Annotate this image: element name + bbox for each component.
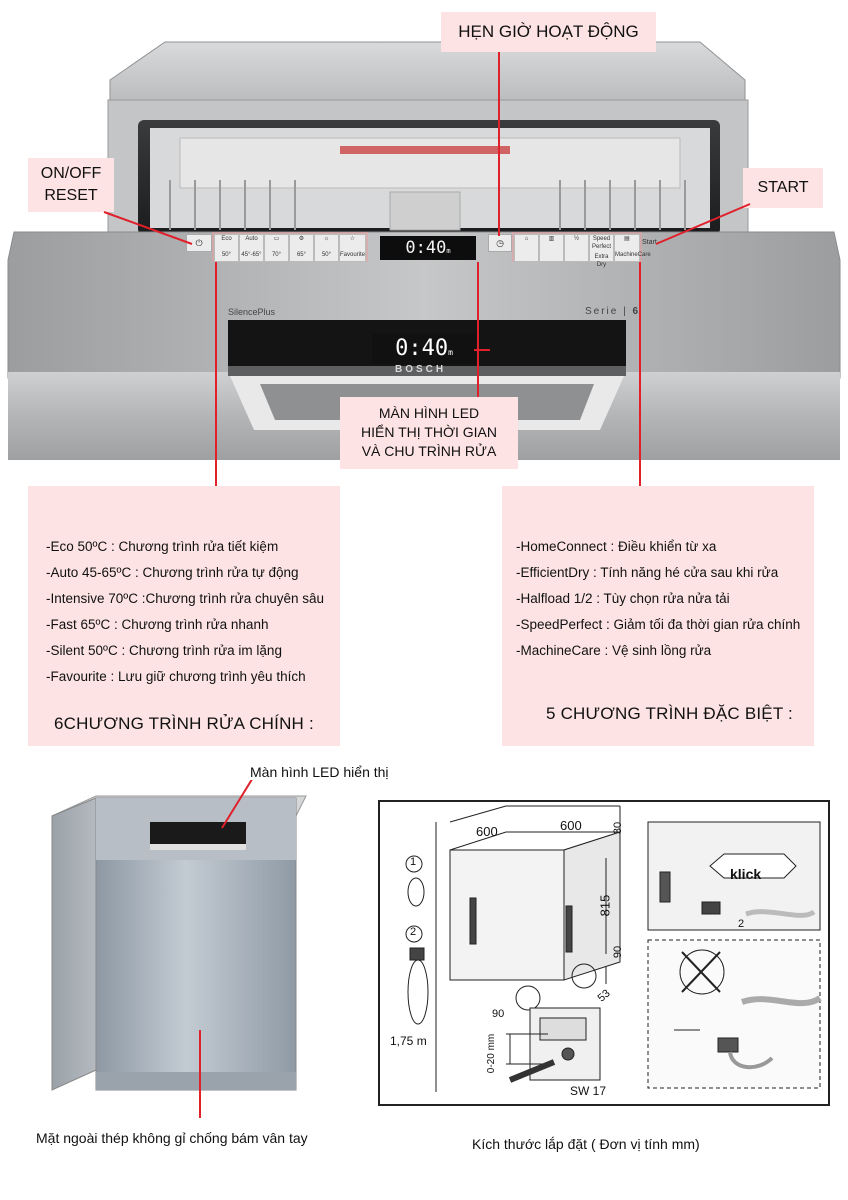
list-item: -Favourite : Lưu giữ chương trình yêu thích (46, 669, 306, 684)
callout-led-line1: MÀN HÌNH LED (378, 405, 480, 421)
panel-display-time: 0:40 (405, 238, 447, 258)
special-button-halfload[interactable]: ½ (564, 234, 589, 262)
list-item: -SpeedPerfect : Giảm tối đa thời gian rửa chính (516, 617, 801, 632)
list-item: -Fast 65ºC : Chương trình rửa nhanh (46, 617, 269, 632)
brand-label: BOSCH (395, 364, 447, 375)
callout-led-line2: HIỂN THỊ THỜI GIAN (361, 424, 497, 440)
product-photo (0, 780, 400, 1130)
serie-text: Serie (585, 306, 619, 317)
window-display-time: 0:40 (395, 336, 449, 361)
dim-foot-right: 53 (595, 987, 613, 1005)
program-button-fast[interactable]: ⚙ 65° (289, 234, 314, 262)
list-item: -Auto 45-65ºC : Chương trình rửa tự động (46, 565, 299, 580)
dim-plinth: 90 (612, 945, 625, 959)
window-display-unit: m (448, 348, 453, 357)
callout-led-line3: VÀ CHU TRÌNH RỬA (361, 443, 497, 459)
callout-timer: HẸN GIỜ HOẠT ĐỘNG (441, 12, 656, 52)
hose-length: 1,75 m (390, 1034, 427, 1048)
program-button-intensive[interactable]: ▭ 70° (264, 234, 289, 262)
installation-diagram (378, 800, 830, 1106)
wrench-size: SW 17 (570, 1084, 607, 1098)
list-item: -MachineCare : Vệ sinh lồng rửa (516, 643, 712, 658)
klick-label: klick (730, 866, 762, 882)
program-button-eco[interactable]: Eco 50° (214, 234, 239, 262)
step-2b-label: 2 (738, 918, 745, 930)
list-item: -Silent 50ºC : Chương trình rửa im lặng (46, 643, 282, 658)
program-button-silent[interactable]: ☼ 50° (314, 234, 339, 262)
special-button-speedperfect[interactable]: Speed Perfect Extra Dry (589, 234, 614, 262)
program-button-auto[interactable]: Auto 45°-65° (239, 234, 264, 262)
leader-onoff (0, 0, 848, 500)
dim-depth: 600 (560, 818, 582, 833)
callout-onoff-line1: ON/OFF (40, 165, 102, 182)
installation-drawing (380, 802, 828, 1104)
steel-caption: Mặt ngoài thép không gỉ chống bám vân tay (36, 1130, 308, 1146)
list-item: -Intensive 70ºC :Chương trình rửa chuyên sâu (46, 591, 324, 606)
dim-height: 815 (597, 894, 613, 917)
special-button-homeconnect[interactable]: ⌂ (514, 234, 539, 262)
callout-start: START (743, 168, 823, 208)
special-programs-heading: 5 CHƯƠNG TRÌNH ĐẶC BIỆT : (546, 704, 793, 723)
dim-adjust: 0-20 mm (486, 1033, 498, 1074)
list-item: -Eco 50ºC : Chương trình rửa tiết kiệm (46, 539, 279, 554)
silenceplus-label: SilencePlus (228, 307, 276, 317)
special-button-machinecare[interactable]: ▤ MachineCare (614, 234, 640, 262)
dim-foot-left: 90 (492, 1008, 505, 1020)
power-icon: ⏻ (195, 238, 203, 248)
callout-onoff-line2: RESET (44, 187, 98, 204)
led-caption: Màn hình LED hiển thị (250, 764, 389, 780)
main-programs-list (46, 534, 324, 690)
special-programs-list (516, 534, 800, 664)
list-item: -EfficientDry : Tính năng hé cửa sau khi rửa (516, 565, 779, 580)
dim-width: 600 (476, 824, 498, 839)
step-1-label: 1 (410, 856, 417, 868)
special-button-efficientdry[interactable]: ▥ (539, 234, 564, 262)
serie-number: 6 (632, 306, 641, 317)
list-item: -Halfload 1/2 : Tùy chọn rửa nửa tải (516, 591, 730, 606)
step-2-label: 2 (410, 926, 417, 938)
list-item: -HomeConnect : Điều khiển từ xa (516, 539, 717, 554)
timer-icon: ◷ (496, 238, 504, 248)
install-caption: Kích thước lắp đặt ( Đơn vị tính mm) (472, 1136, 700, 1152)
panel-display-unit: m (446, 247, 451, 255)
main-programs-heading: 6CHƯƠNG TRÌNH RỬA CHÍNH : (54, 714, 314, 733)
dim-top: 30 (612, 821, 625, 835)
start-button[interactable]: Start (642, 239, 657, 246)
program-button-favourite[interactable]: ☆ Favourite (339, 234, 366, 262)
main-programs-panel (28, 486, 340, 746)
special-programs-panel (502, 486, 814, 746)
serie-label: Serie | 6 (585, 306, 641, 317)
